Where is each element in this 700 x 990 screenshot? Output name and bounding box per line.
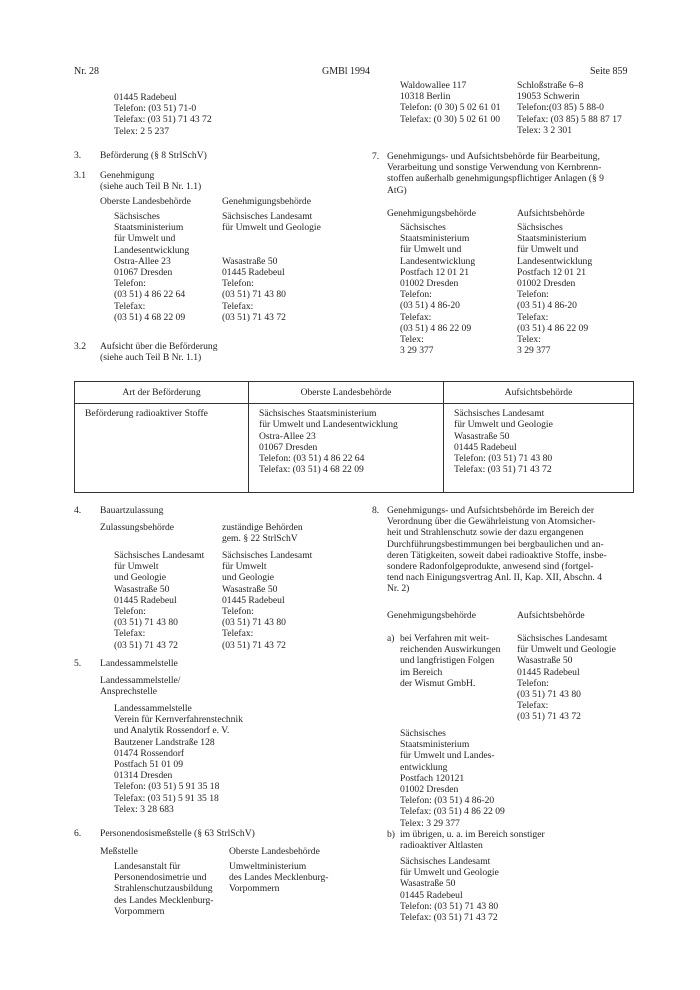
text-line: Wasastraße 50 — [114, 583, 170, 595]
text-line: Sächsisches — [400, 222, 446, 233]
text-line: Telefon: (03 51) 71 43 80 — [454, 453, 553, 465]
subsection-heading — [100, 675, 180, 697]
text-line: 01002 Dresden — [517, 278, 576, 290]
text-line: und langfristigen Folgen — [400, 655, 495, 667]
text-line: Ostra-Allee 23 — [114, 255, 171, 267]
text-line: für Umwelt und Geologie — [454, 419, 553, 431]
column-header — [222, 522, 303, 544]
address-block — [517, 80, 622, 136]
text-line: Staatsministerium — [114, 222, 184, 234]
address-block — [400, 80, 501, 125]
text-line: stoffen außerhalb genehmigungspflichtiger Anlagen (§ 9 — [387, 173, 604, 185]
text-line: Telefon: — [222, 606, 254, 618]
text-line: (03 51) 4 68 22 09 — [114, 311, 186, 323]
text-line: Verarbeitung und sonstige Verwendung von Kernbrenn- — [387, 162, 602, 174]
text-line: (03 51) 71 43 72 — [114, 639, 178, 651]
text-line: 01445 Radebeul — [517, 666, 580, 678]
text-line: Telefax: — [517, 700, 549, 712]
section-number: 3. — [74, 150, 82, 161]
text-line: Telefax: — [222, 300, 254, 312]
text-line: 3 29 377 — [400, 345, 434, 357]
text-line: Beförderung radioaktiver Stoffe — [85, 408, 208, 420]
text-line: Landesentwicklung — [114, 244, 190, 256]
text-line: Landesentwicklung — [400, 255, 476, 267]
text-line: Vorpommern — [114, 905, 165, 917]
text-line: Staatsministerium — [400, 739, 470, 751]
text-line: deren Tätigkeiten, soweit dabei radioaktive Stoffe, insbe- — [387, 549, 607, 561]
text-line: Landesentwicklung — [517, 255, 593, 267]
address-block — [114, 861, 213, 917]
table-header: Art der Beförderung — [75, 382, 249, 404]
text-line: (03 51) 4 86-20 — [517, 300, 577, 312]
text-line: Telex: 2 5 237 — [114, 125, 170, 137]
text-line: Umweltministerium — [229, 861, 307, 872]
text-line: Telex: 3 2 301 — [517, 124, 573, 136]
text-line: (03 51) 4 86 22 09 — [517, 322, 589, 334]
column-header: Oberste Landesbehörde — [229, 846, 320, 857]
text-line: (03 51) 71 43 80 — [222, 289, 286, 301]
text-line: Telefax: (0 30) 5 02 61 00 — [400, 113, 501, 125]
text-line: Telefon: (03 51) 71 43 80 — [400, 900, 499, 912]
text-line: Bautzener Landstraße 128 — [114, 736, 215, 748]
text-line: Postfach 12 01 21 — [400, 266, 470, 278]
text-line: Telefax: (03 51) 71 43 72 — [114, 114, 212, 126]
text-line: Telefax: — [517, 311, 549, 323]
page-number-label: Nr. 28 — [74, 66, 99, 77]
section-number: 8. — [372, 505, 380, 516]
page-label: Seite 859 — [590, 66, 628, 77]
text-line: AtG) — [387, 184, 407, 196]
address-block — [222, 550, 312, 651]
text-line: tend nach Einigungsvertrag Anl. II, Kap. XII, Abschn. 4 — [387, 572, 603, 584]
text-line: (03 51) 71 43 72 — [517, 711, 581, 723]
text-line: 01445 Radebeul — [454, 441, 517, 453]
text-line: für Umwelt — [114, 561, 159, 573]
section-title: Beförderung (§ 8 StrlSchV) — [100, 150, 207, 161]
text-line: Telefon: (03 51) 4 86-20 — [400, 795, 495, 807]
text-line: Telefax: (03 51) 5 91 35 18 — [114, 792, 219, 804]
subsection-heading — [100, 170, 201, 192]
section-title: Bauartzulassung — [100, 505, 164, 516]
text-line: Telex: 3 29 377 — [400, 817, 460, 829]
text-line: (03 51) 4 86 22 64 — [114, 289, 186, 301]
column-header: Genehmigungsbehörde — [222, 196, 311, 207]
address-block — [400, 728, 505, 829]
section-number: 3.1 — [74, 170, 86, 181]
address-block — [114, 211, 189, 323]
address-block-top-left — [114, 92, 212, 137]
text-line: Telefon: — [222, 278, 254, 290]
text-line: Telefon: — [517, 677, 549, 689]
table-cell — [75, 404, 249, 493]
text-line: gem. § 22 StrlSchV — [222, 533, 298, 545]
table-header: Oberste Landesbehörde — [249, 382, 444, 404]
text-line: Telefax: — [114, 300, 146, 312]
text-line: Telefon: (03 51) 71-0 — [114, 103, 197, 115]
subsection-note: (siehe auch Teil B Nr. 1.1) — [100, 181, 202, 193]
text-line: 01002 Dresden — [400, 784, 459, 796]
text-line: Ansprechstelle — [100, 686, 158, 698]
text-line: Sächsisches Staatsministerium — [259, 408, 377, 420]
address-block — [114, 703, 243, 815]
text-line: 19053 Schwerin — [517, 91, 580, 103]
text-line: Staatsministerium — [400, 233, 470, 245]
text-line: 01314 Dresden — [114, 770, 173, 782]
text-line: Sächsisches Landesamt — [454, 408, 545, 420]
text-line: Sächsisches — [400, 728, 446, 739]
column-header: Meßstelle — [100, 846, 138, 857]
text-line: Genehmigungs- und Aufsichtsbehörde im Bereich der — [387, 505, 595, 516]
text-line: Landessammelstelle/ — [100, 675, 181, 686]
text-line: sondere Radonfolgeprodukte, anwesend sind (fortgel- — [387, 561, 594, 573]
text-line: Landesanstalt für — [114, 861, 181, 872]
column-header: Genehmigungsbehörde — [387, 208, 476, 219]
table-header: Aufsichtsbehörde — [444, 382, 634, 404]
text-line: Sächsisches Landesamt — [222, 550, 313, 561]
text-line: für Umwelt und Geologie — [222, 222, 321, 234]
text-line: Sächsisches Landesamt — [517, 633, 608, 644]
section-number: 5. — [74, 658, 82, 669]
section-number: 6. — [74, 828, 82, 839]
text-line: für Umwelt und Geologie — [517, 644, 616, 656]
text-line: Telefax: — [400, 311, 432, 323]
text-line: im übrigen, u. a. im Bereich sonstiger — [400, 829, 545, 840]
text-line: (03 51) 4 86-20 — [400, 300, 460, 312]
text-line: Wasastraße 50 — [400, 878, 456, 890]
list-marker: b) — [387, 829, 395, 840]
text-line: Waldowallee 117 — [400, 80, 467, 91]
text-line: Telefon: (0 30) 5 02 61 01 — [400, 102, 501, 114]
address-block — [400, 856, 499, 923]
section-text — [387, 151, 637, 196]
text-line: (03 51) 71 43 80 — [114, 617, 178, 629]
section-title: Personendosismeßstelle (§ 63 StrlSchV) — [100, 828, 255, 839]
text-line: heit und Strahlenschutz sowie der dazu ergangenen — [387, 527, 584, 539]
address-block — [517, 222, 592, 356]
text-line: Telefon: (03 51) 5 91 35 18 — [114, 781, 220, 793]
column-header: Aufsichtsbehörde — [517, 610, 585, 621]
text-line: für Umwelt und — [114, 233, 176, 245]
list-item-text — [400, 633, 500, 689]
text-line: des Landes Mecklenburg- — [114, 894, 214, 906]
text-line: Telefon:(03 85) 5 88-0 — [517, 102, 604, 114]
text-line: bei Verfahren mit weit- — [400, 633, 490, 644]
text-line: Wasastraße 50 — [222, 583, 278, 595]
text-line: 01067 Dresden — [114, 267, 173, 279]
text-line: 3 29 377 — [517, 345, 551, 357]
text-line: 01445 Radebeul — [400, 889, 463, 901]
text-line: Telefax: (03 51) 71 43 72 — [400, 912, 498, 924]
list-item-text — [400, 829, 545, 851]
text-line: des Landes Mecklenburg- — [229, 872, 329, 884]
text-line: Ostra-Allee 23 — [259, 430, 316, 442]
address-block — [517, 633, 616, 723]
text-line: 01474 Rossendorf — [114, 747, 185, 759]
text-line: für Umwelt und Landes- — [400, 750, 495, 762]
text-line: 01445 Radebeul — [222, 266, 285, 278]
section-title: Landessammelstelle — [100, 658, 178, 669]
text-line: Telefon: — [114, 278, 146, 290]
text-line: für Umwelt und Geologie — [400, 867, 499, 879]
column-header: Oberste Landesbehörde — [100, 196, 191, 207]
text-line: für Umwelt und Landesentwicklung — [259, 419, 398, 431]
column-header: Zulassungsbehörde — [100, 522, 175, 533]
text-line: (03 51) 4 86 22 09 — [400, 322, 472, 334]
text-line: 01445 Radebeul — [114, 594, 177, 606]
text-line: (siehe auch Teil B Nr. 1.1) — [100, 352, 202, 364]
text-line: 01002 Dresden — [400, 278, 459, 290]
text-line: Telefax: (03 51) 4 68 22 09 — [259, 464, 364, 476]
text-line: Sächsisches — [114, 211, 160, 222]
text-line: Sächsisches Landesamt — [222, 211, 313, 222]
text-line: (03 51) 71 43 72 — [222, 311, 286, 323]
section-number: 7. — [372, 151, 380, 162]
text-line: Sächsisches — [517, 222, 563, 233]
text-line: und Geologie — [114, 572, 166, 584]
table-row — [75, 404, 634, 493]
text-line: Telefax: (03 51) 4 86 22 09 — [400, 806, 505, 818]
text-line: Telefax: (03 51) 71 43 72 — [454, 464, 552, 476]
section-text — [387, 505, 637, 595]
text-line: Telefax: — [222, 628, 254, 640]
text-line: radioaktiver Altlasten — [400, 840, 483, 852]
table-cell — [444, 404, 634, 493]
text-line: Telex: — [400, 334, 424, 346]
text-line: 01445 Radebeul — [114, 92, 177, 103]
text-line: Postfach 51 01 09 — [114, 759, 184, 771]
text-line: Postfach 120121 — [400, 772, 465, 784]
text-line: Wasastraße 50 — [454, 430, 510, 442]
text-line: Strahlenschutzausbildung — [114, 883, 213, 895]
text-line: Verein für Kernverfahrenstechnik — [114, 714, 243, 726]
subsection-heading — [100, 341, 218, 363]
table-cell — [249, 404, 444, 493]
text-line: Aufsicht über die Beförderung — [100, 341, 218, 352]
section-number: 3.2 — [74, 341, 86, 352]
text-line: Personendosimetrie und — [114, 872, 207, 884]
address-block — [114, 550, 204, 651]
column-header: Aufsichtsbehörde — [517, 208, 585, 219]
address-block — [222, 211, 321, 323]
text-line: Landessammelstelle — [114, 703, 192, 714]
text-line: Telefon: (03 51) 4 86 22 64 — [259, 453, 365, 465]
address-block — [229, 861, 328, 895]
text-line: Staatsministerium — [517, 233, 587, 245]
text-line: Verordnung über die Gewährleistung von Atomsicher- — [387, 516, 596, 528]
text-line: und Geologie — [222, 572, 274, 584]
text-line: 01445 Radebeul — [222, 594, 285, 606]
text-line: Telex: — [517, 334, 541, 346]
text-line: Telefax: (03 85) 5 88 87 17 — [517, 113, 622, 125]
journal-title: GMBl 1994 — [322, 66, 371, 77]
text-line: der Wismut GmbH. — [400, 677, 476, 689]
text-line: für Umwelt — [222, 561, 267, 573]
text-line: Durchführungsbestimmungen bei bergbaulichen und an- — [387, 538, 604, 550]
text-line: reichenden Auswirkungen — [400, 644, 501, 656]
text-line: Nr. 2) — [387, 583, 410, 595]
text-line: Sächsisches Landesamt — [114, 550, 205, 561]
text-line: Vorpommern — [229, 883, 280, 895]
text-line: 01067 Dresden — [259, 441, 318, 453]
text-line: Genehmigungs- und Aufsichtsbehörde für Bearbeitung, — [387, 151, 600, 162]
text-line: zuständige Behörden — [222, 522, 303, 533]
text-line: Telefax: — [114, 628, 146, 640]
text-line: 10318 Berlin — [400, 91, 451, 103]
text-line: im Bereich — [400, 666, 443, 678]
text-line: für Umwelt und — [400, 244, 462, 256]
text-line: Wasastraße 50 — [517, 655, 573, 667]
text-line: (03 51) 71 43 72 — [222, 639, 286, 651]
text-line: (03 51) 71 43 80 — [222, 617, 286, 629]
text-line: und Analytik Rossendorf e. V. — [114, 725, 230, 737]
text-line — [222, 233, 321, 244]
address-block — [400, 222, 475, 356]
transport-authority-table — [74, 381, 634, 493]
table-header-row — [75, 382, 634, 404]
text-line: Telex: 3 28 683 — [114, 803, 174, 815]
text-line: Schloßstraße 6–8 — [517, 80, 584, 91]
text-line: Telefon: — [517, 289, 549, 301]
text-line: Wasastraße 50 — [222, 255, 278, 267]
text-line: für Umwelt und — [517, 244, 579, 256]
text-line: (03 51) 71 43 80 — [517, 689, 581, 701]
list-marker: a) — [387, 633, 395, 644]
text-line: Telefon: — [400, 289, 432, 301]
section-number: 4. — [74, 505, 82, 516]
text-line: Sächsisches Landesamt — [400, 856, 491, 867]
text-line: Postfach 12 01 21 — [517, 266, 587, 278]
text-line: entwicklung — [400, 761, 448, 773]
text-line — [222, 245, 321, 256]
subsection-title: Genehmigung — [100, 170, 155, 181]
text-line: Telefon: — [114, 606, 146, 618]
column-header: Genehmigungsbehörde — [387, 610, 476, 621]
